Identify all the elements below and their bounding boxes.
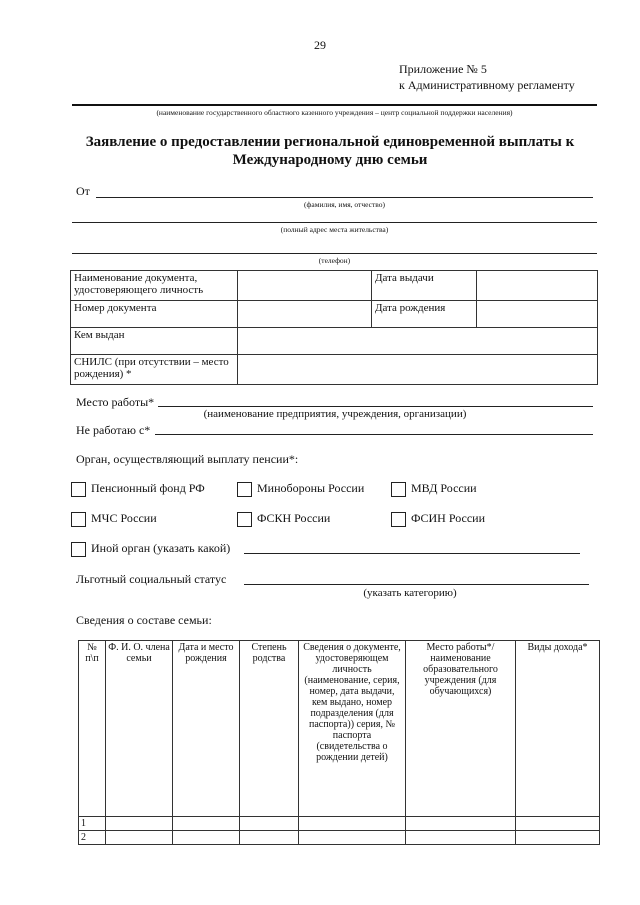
other-body-field[interactable]	[244, 553, 580, 554]
address-field[interactable]	[72, 222, 597, 223]
issue-date-value[interactable]	[477, 271, 598, 301]
checkbox-mod[interactable]	[237, 482, 252, 497]
col-birth: Дата и место рождения	[173, 641, 240, 817]
pension-body-label: Орган, осуществляющий выплату пенсии*:	[76, 452, 299, 466]
row-1-document[interactable]	[299, 817, 406, 831]
col-workplace: Место работы*/ наименование образовательного учреждения (для обучающихся)	[406, 641, 516, 817]
row-2-birth[interactable]	[173, 831, 240, 845]
document-title	[60, 133, 600, 169]
col-income: Виды дохода*	[516, 641, 600, 817]
doc-name-value[interactable]	[238, 271, 372, 301]
checkbox-pfr-label: Пенсионный фонд РФ	[91, 481, 205, 495]
row-2-relation[interactable]	[240, 831, 299, 845]
checkbox-other[interactable]	[71, 542, 86, 557]
institution-hint: (наименование государственного областного казенного учреждения – центр социальной поддержки населения)	[156, 108, 513, 117]
fio-hint: (фамилия, имя, отчество)	[304, 200, 385, 209]
checkbox-fskn[interactable]	[237, 512, 252, 527]
doc-name-label: Наименование документа, удостоверяющего личность	[71, 271, 238, 301]
institution-line	[72, 104, 597, 106]
family-table	[78, 640, 600, 845]
phone-hint: (телефон)	[318, 256, 351, 265]
row-2-document[interactable]	[299, 831, 406, 845]
doc-number-label: Номер документа	[71, 301, 238, 328]
issued-by-label: Кем выдан	[71, 328, 238, 355]
address-hint: (полный адрес места жительства)	[280, 225, 389, 234]
checkbox-mvd[interactable]	[391, 482, 406, 497]
appendix-line1: Приложение № 5	[399, 62, 487, 76]
checkbox-mvd-label: МВД России	[411, 481, 477, 495]
not-working-field[interactable]	[155, 434, 593, 435]
row-1-number: 1	[79, 817, 106, 831]
title-line2: Международному дню семьи	[232, 152, 428, 168]
from-label: От	[76, 184, 90, 198]
col-document: Сведения о документе, удостоверяющем личность (наименование, серия, номер, дата выдачи, кем выдано, номер подразделения (для паспорта)) серия, № паспорта (свидетельства о рождении детей)	[299, 641, 406, 817]
title-line1: Заявление о предоставлении региональной единовременной выплаты к	[85, 134, 575, 150]
row-1-birth[interactable]	[173, 817, 240, 831]
checkbox-mchs-label: МЧС России	[91, 511, 157, 525]
row-2-fio[interactable]	[106, 831, 173, 845]
row-2-number: 2	[79, 831, 106, 845]
workplace-field[interactable]	[158, 406, 593, 407]
checkbox-fskn-label: ФСКН России	[257, 511, 331, 525]
birth-date-label: Дата рождения	[372, 301, 477, 328]
row-1-income[interactable]	[516, 817, 600, 831]
social-status-field[interactable]	[244, 584, 589, 585]
issued-by-value[interactable]	[238, 328, 598, 355]
doc-number-value[interactable]	[238, 301, 372, 328]
row-1-relation[interactable]	[240, 817, 299, 831]
phone-field[interactable]	[72, 253, 597, 254]
identity-table	[70, 270, 598, 385]
birth-date-value[interactable]	[477, 301, 598, 328]
col-fio: Ф. И. О. члена семьи	[106, 641, 173, 817]
row-1-fio[interactable]	[106, 817, 173, 831]
row-1-workplace[interactable]	[406, 817, 516, 831]
social-status-hint: (указать категорию)	[363, 587, 457, 599]
social-status-label: Льготный социальный статус	[76, 572, 227, 586]
workplace-label: Место работы*	[76, 395, 155, 409]
checkbox-other-label: Иной орган (указать какой)	[91, 541, 231, 555]
workplace-hint: (наименование предприятия, учреждения, организации)	[203, 408, 467, 420]
issue-date-label: Дата выдачи	[372, 271, 477, 301]
row-2-income[interactable]	[516, 831, 600, 845]
appendix-line2: к Административному регламенту	[399, 78, 575, 92]
family-label: Сведения о составе семьи:	[76, 613, 212, 627]
page-number: 29	[314, 38, 326, 52]
checkbox-pfr[interactable]	[71, 482, 86, 497]
col-number: № п\п	[79, 641, 106, 817]
row-2-workplace[interactable]	[406, 831, 516, 845]
snils-value[interactable]	[238, 355, 598, 385]
not-working-label: Не работаю с*	[76, 423, 151, 437]
checkbox-mchs[interactable]	[71, 512, 86, 527]
col-relation: Степень родства	[240, 641, 299, 817]
fio-field[interactable]	[96, 197, 593, 198]
snils-label: СНИЛС (при отсутствии – место рождения) *	[71, 355, 238, 385]
checkbox-mod-label: Минобороны России	[257, 481, 365, 495]
checkbox-fsin-label: ФСИН России	[411, 511, 485, 525]
checkbox-fsin[interactable]	[391, 512, 406, 527]
